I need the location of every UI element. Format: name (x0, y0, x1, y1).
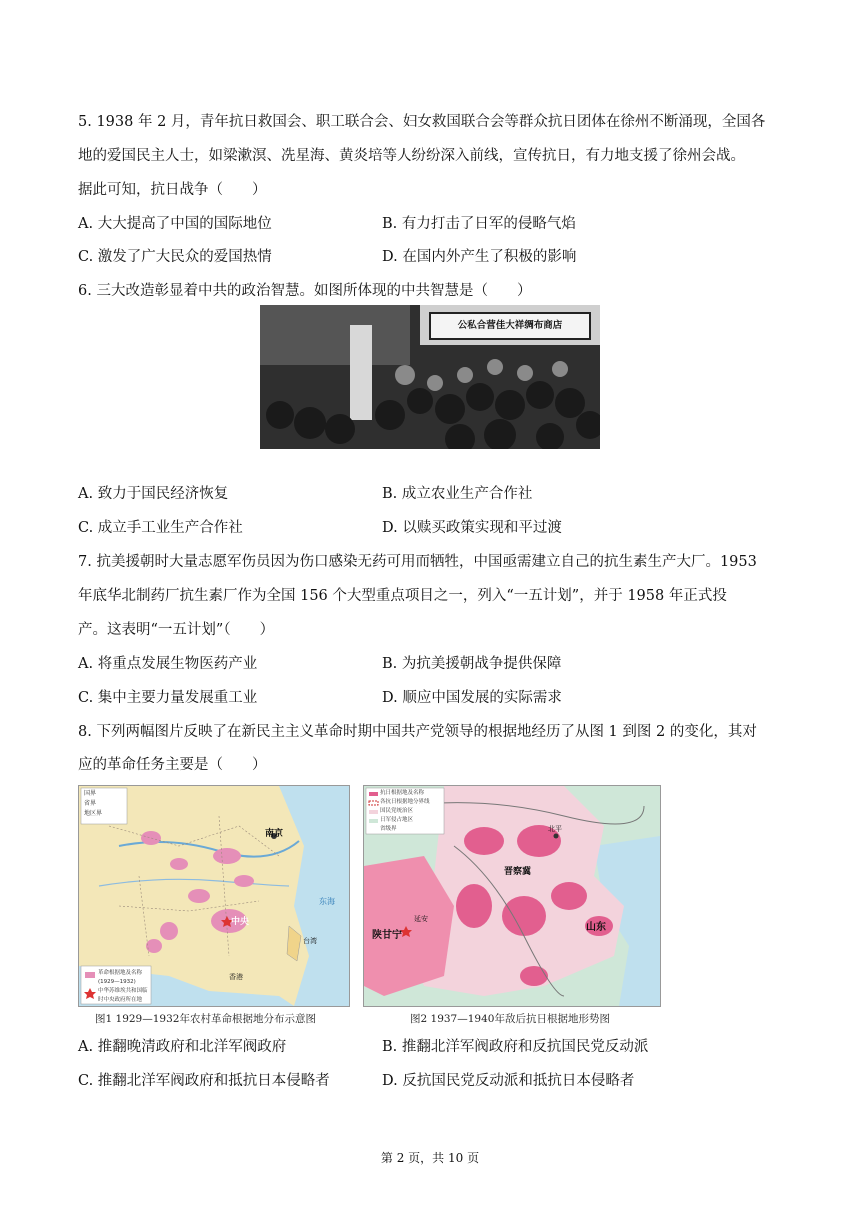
q6-option-b: B. 成立农业生产合作社 (382, 486, 533, 502)
page-footer: 第 2 页，共 10 页 (380, 1151, 480, 1165)
q5-option-d: D. 在国内外产生了积极的影响 (382, 249, 577, 265)
q6-stem-line1: 6. 三大改造彰显着中共的政治智慧。如图所体现的中共智慧是（ ） (78, 283, 532, 299)
q8-map1-caption: 图1 1929—1932年农村革命根据地分布示意图 (95, 1013, 316, 1025)
map1-label-nanjing: 南京 (265, 829, 284, 839)
q5-stem-line3: 据此可知，抗日战争（ ） (78, 182, 267, 198)
map1-label-taiwan: 台湾 (303, 937, 317, 945)
q6-option-a: A. 致力于国民经济恢复 (78, 486, 229, 502)
map1-legend-bottom: 革命根据地及名称 (1929—1932) 中华苏维埃共和国临时中央政府所在地 (98, 970, 148, 1003)
map1-legend: 国界 省界 地区界 (84, 790, 103, 817)
q8-option-a: A. 推翻晚清政府和北洋军阀政府 (78, 1039, 287, 1055)
q5-option-a: A. 大大提高了中国的国际地位 (78, 216, 272, 232)
map2-label-shaanganning: 陕甘宁 (372, 930, 402, 941)
map1-label-hongkong: 香港 (229, 973, 243, 981)
q8-option-c: C. 推翻北洋军阀政府和抵抗日本侵略者 (78, 1073, 330, 1089)
q6-photo-sign: 公私合营佳大祥绸布商店 (457, 320, 563, 331)
q7-stem-line3: 产。这表明“一五计划”（ ） (78, 622, 275, 638)
q8-stem-line1: 8. 下列两幅图片反映了在新民主主义革命时期中国共产党领导的根据地经历了从图 1 到图 2 的变化，其对 (78, 724, 757, 740)
map2-label-beiping: 北平 (548, 825, 562, 833)
map2-label-yanan: 延安 (414, 915, 428, 923)
q7-stem-line2: 年底华北制药厂抗生素厂作为全国 156 个大型重点项目之一，列入“一五计划”，并于 1958 年正式投 (78, 588, 727, 604)
q8-option-d: D. 反抗国民党反动派和抵抗日本侵略者 (382, 1073, 635, 1089)
q7-option-b: B. 为抗美援朝战争提供保障 (382, 656, 562, 672)
q6-option-d: D. 以赎买政策实现和平过渡 (382, 520, 562, 536)
q7-option-c: C. 集中主要力量发展重工业 (78, 690, 258, 706)
q8-stem-line2: 应的革命任务主要是（ ） (78, 757, 267, 773)
q8-map1 (78, 785, 350, 1007)
q5-stem-line2: 地的爱国民主人士，如梁漱溟、冼星海、黄炎培等人纷纷深入前线，宣传抗日，有力地支援了徐州会战。 (78, 148, 745, 164)
map2-label-jinchaji: 晋察冀 (504, 867, 532, 877)
q5-option-c: C. 激发了广大民众的爱国热情 (78, 249, 272, 265)
q8-map2 (363, 785, 661, 1007)
q7-option-a: A. 将重点发展生物医药产业 (78, 656, 258, 672)
q6-option-c: C. 成立手工业生产合作社 (78, 520, 243, 536)
map2-label-shandong: 山东 (586, 922, 606, 933)
map1-label-central: 中央 (231, 917, 250, 927)
q7-stem-line1: 7. 抗美援朝时大量志愿军伤员因为伤口感染无药可用而牺牲，中国亟需建立自己的抗生素生产大厂。1953 (78, 554, 757, 570)
q5-option-b: B. 有力打击了日军的侵略气焰 (382, 216, 576, 232)
map2-legend: 抗日根据地及名称 各抗日根据地分界线 国民党统治区 日军侵占地区 省级界 (380, 790, 430, 832)
q8-map2-caption: 图2 1937—1940年敌后抗日根据地形势图 (410, 1013, 610, 1025)
q7-option-d: D. 顺应中国发展的实际需求 (382, 690, 562, 706)
q6-photo (260, 305, 600, 449)
q8-option-b: B. 推翻北洋军阀政府和反抗国民党反动派 (382, 1039, 649, 1055)
q5-stem-line1: 5. 1938 年 2 月，青年抗日救国会、职工联合会、妇女救国联合会等群众抗日团体在徐州不断涌现，全国各 (78, 114, 766, 130)
map1-label-sea: 东海 (319, 897, 335, 906)
